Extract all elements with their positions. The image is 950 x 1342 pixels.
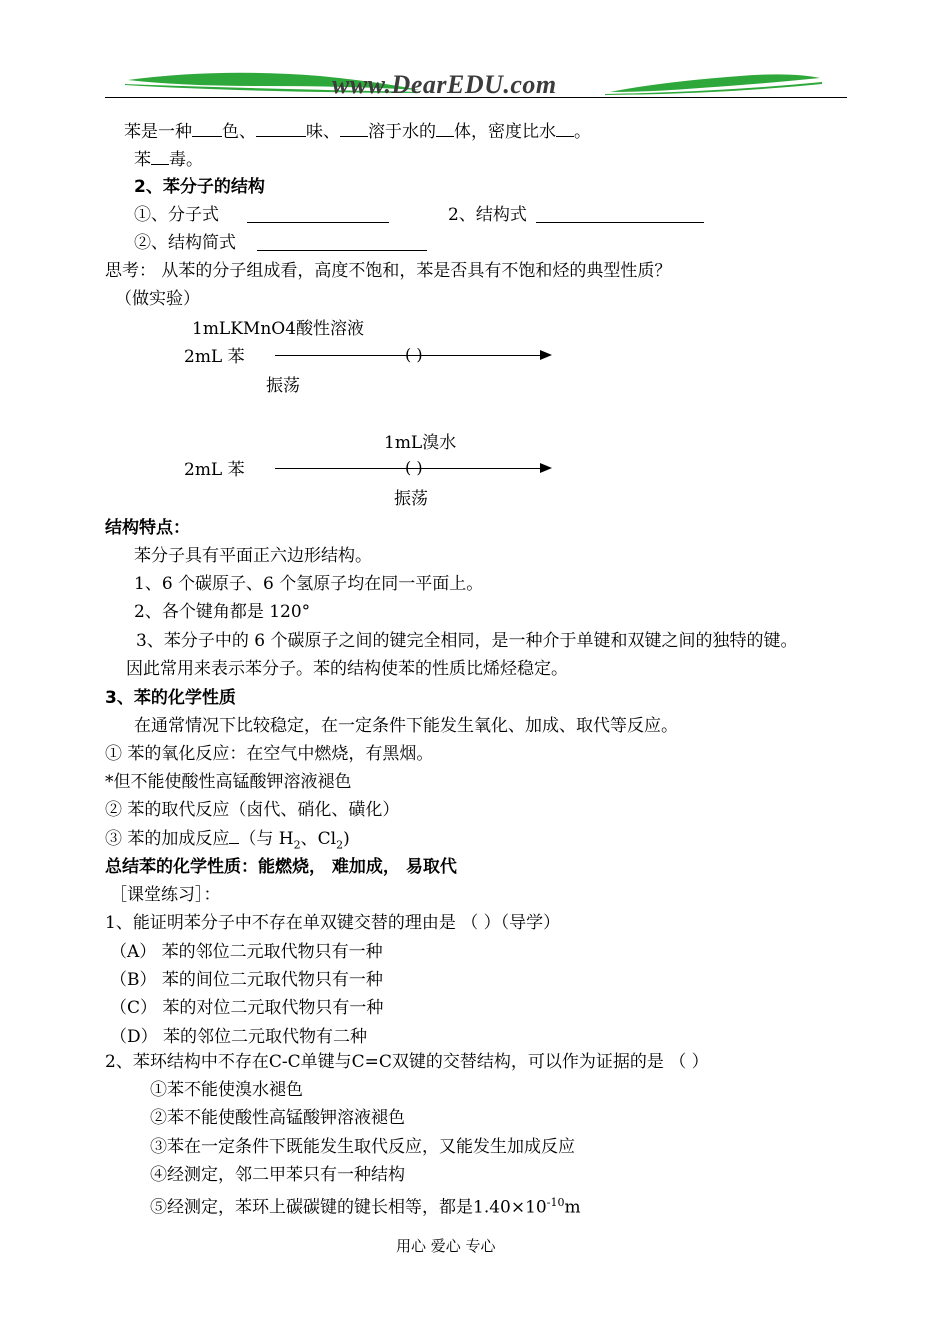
- experiment-label: （做实验）: [115, 289, 200, 309]
- blank-color: [192, 120, 222, 137]
- experiment2-result: ( ): [405, 458, 423, 477]
- structure-p1: 苯分子具有平面正六边形结构。: [134, 546, 372, 566]
- text-fragment: 。: [574, 122, 591, 142]
- experiment1-result: ( ): [405, 345, 423, 364]
- q2-item-4: ④经测定，邻二甲苯只有一种结构: [150, 1165, 405, 1185]
- q2-item-1: ①苯不能使溴水褪色: [150, 1080, 303, 1100]
- subscript: 2: [293, 838, 301, 852]
- question-1: 1、能证明苯分子中不存在单双键交替的理由是 （ ）（导学）: [105, 913, 561, 933]
- page-footer: 用心 爱心 专心: [396, 1237, 496, 1255]
- arrow-right-icon: [540, 350, 552, 360]
- section-title-structure: 2、苯分子的结构: [134, 177, 265, 197]
- text-fragment: 溶于水的: [368, 122, 436, 142]
- q2-item-2: ②苯不能使酸性高锰酸钾溶液褪色: [150, 1108, 405, 1128]
- experiment1-action: 振荡: [266, 376, 300, 396]
- text-fragment: ⑤经测定，苯环上碳碳键的键长相等，都是1.40×10: [150, 1197, 547, 1218]
- substitution-line: ② 苯的取代反应（卤代、硝化、磺化）: [105, 800, 400, 820]
- practice-title: ［课堂练习］：: [110, 885, 221, 905]
- text-fragment: 、Cl: [300, 829, 337, 849]
- label: ①、分子式: [134, 205, 219, 225]
- label: ②、结构简式: [134, 233, 236, 253]
- text-fragment: 色、: [222, 122, 256, 142]
- think-question: 思考： 从苯的分子组成看，高度不饱和，苯是否具有不饱和烃的典型性质？: [105, 261, 672, 281]
- text-fragment: 体，密度比水: [454, 122, 556, 142]
- structure-title: 结构特点：: [105, 518, 190, 538]
- superscript: -10: [546, 1196, 565, 1209]
- experiment2-reagent: 1mL溴水: [384, 433, 457, 453]
- q1-option-c: （C） 苯的对位二元取代物只有一种: [110, 998, 384, 1018]
- blank-density: [556, 120, 574, 137]
- q1-option-a: （A） 苯的邻位二元取代物只有一种: [110, 942, 383, 962]
- chemical-summary: 总结苯的化学性质：能燃烧， 难加成， 易取代: [105, 857, 457, 877]
- addition-line: [105, 827, 350, 856]
- oxidation-line: ① 苯的氧化反应：在空气中燃烧，有黑烟。: [105, 744, 434, 764]
- blank-solubility: [340, 120, 368, 137]
- text-fragment: 苯: [134, 150, 151, 170]
- text-fragment: （与 H: [239, 829, 294, 849]
- blank-state: [436, 120, 454, 137]
- label: 2、结构式: [448, 205, 527, 225]
- arrow-right-icon: [540, 463, 552, 473]
- q1-option-b: （B） 苯的间位二元取代物只有一种: [110, 970, 383, 990]
- text-fragment: 味、: [306, 122, 340, 142]
- blank-molecular-formula: [247, 222, 389, 223]
- logo-text: www.DearEDU.com: [332, 70, 557, 99]
- blank-structural-formula: [536, 222, 704, 223]
- oxidation-note: *但不能使酸性高锰酸钾溶液褪色: [105, 772, 352, 792]
- text-fragment: 苯是一种: [124, 122, 192, 142]
- question-2: 2、苯环结构中不存在C-C单键与C=C双键的交替结构，可以作为证据的是 （ ）: [105, 1052, 709, 1072]
- section-title-chemical: 3、苯的化学性质: [105, 688, 236, 708]
- experiment2-action: 振荡: [394, 489, 428, 509]
- text-fragment: ): [343, 829, 350, 849]
- text-fragment: m: [564, 1197, 581, 1218]
- simplified-formula-line: [134, 232, 236, 254]
- experiment1-reagent: 1mLKMnO4酸性溶液: [192, 319, 365, 339]
- experiment2-sample: 2mL 苯: [184, 460, 245, 480]
- intro-line-1: [124, 120, 591, 143]
- blank-toxicity: [151, 148, 169, 165]
- blank-simplified-formula: [257, 250, 427, 251]
- q1-option-d: （D） 苯的邻位二元取代物有二种: [110, 1027, 368, 1047]
- experiment1-sample: 2mL 苯: [184, 347, 245, 367]
- blank-addition: [229, 827, 239, 844]
- blank-smell: [256, 120, 306, 137]
- molecular-formula-line: [134, 204, 219, 226]
- header-rule: [105, 97, 847, 98]
- text-fragment: ③ 苯的加成反应: [105, 829, 230, 849]
- structure-p2: 1、6 个碳原子、6 个氢原子均在同一平面上。: [134, 574, 484, 594]
- chemical-intro: 在通常情况下比较稳定，在一定条件下能发生氧化、加成、取代等反应。: [134, 716, 678, 736]
- q2-item-3: ③苯在一定条件下既能发生取代反应，又能发生加成反应: [150, 1137, 575, 1157]
- q2-item-5: [150, 1192, 581, 1219]
- intro-line-2: [134, 148, 203, 171]
- structure-p5: 因此常用来表示苯分子。苯的结构使苯的性质比烯烃稳定。: [126, 659, 568, 679]
- text-fragment: 毒。: [169, 150, 203, 170]
- structure-p3: 2、各个键角都是 120°: [134, 602, 311, 622]
- structural-formula-line: [448, 204, 527, 226]
- subscript: 2: [336, 838, 344, 852]
- structure-p4: 3、苯分子中的 6 个碳原子之间的键完全相同，是一种介于单键和双键之间的独特的键。: [136, 631, 798, 651]
